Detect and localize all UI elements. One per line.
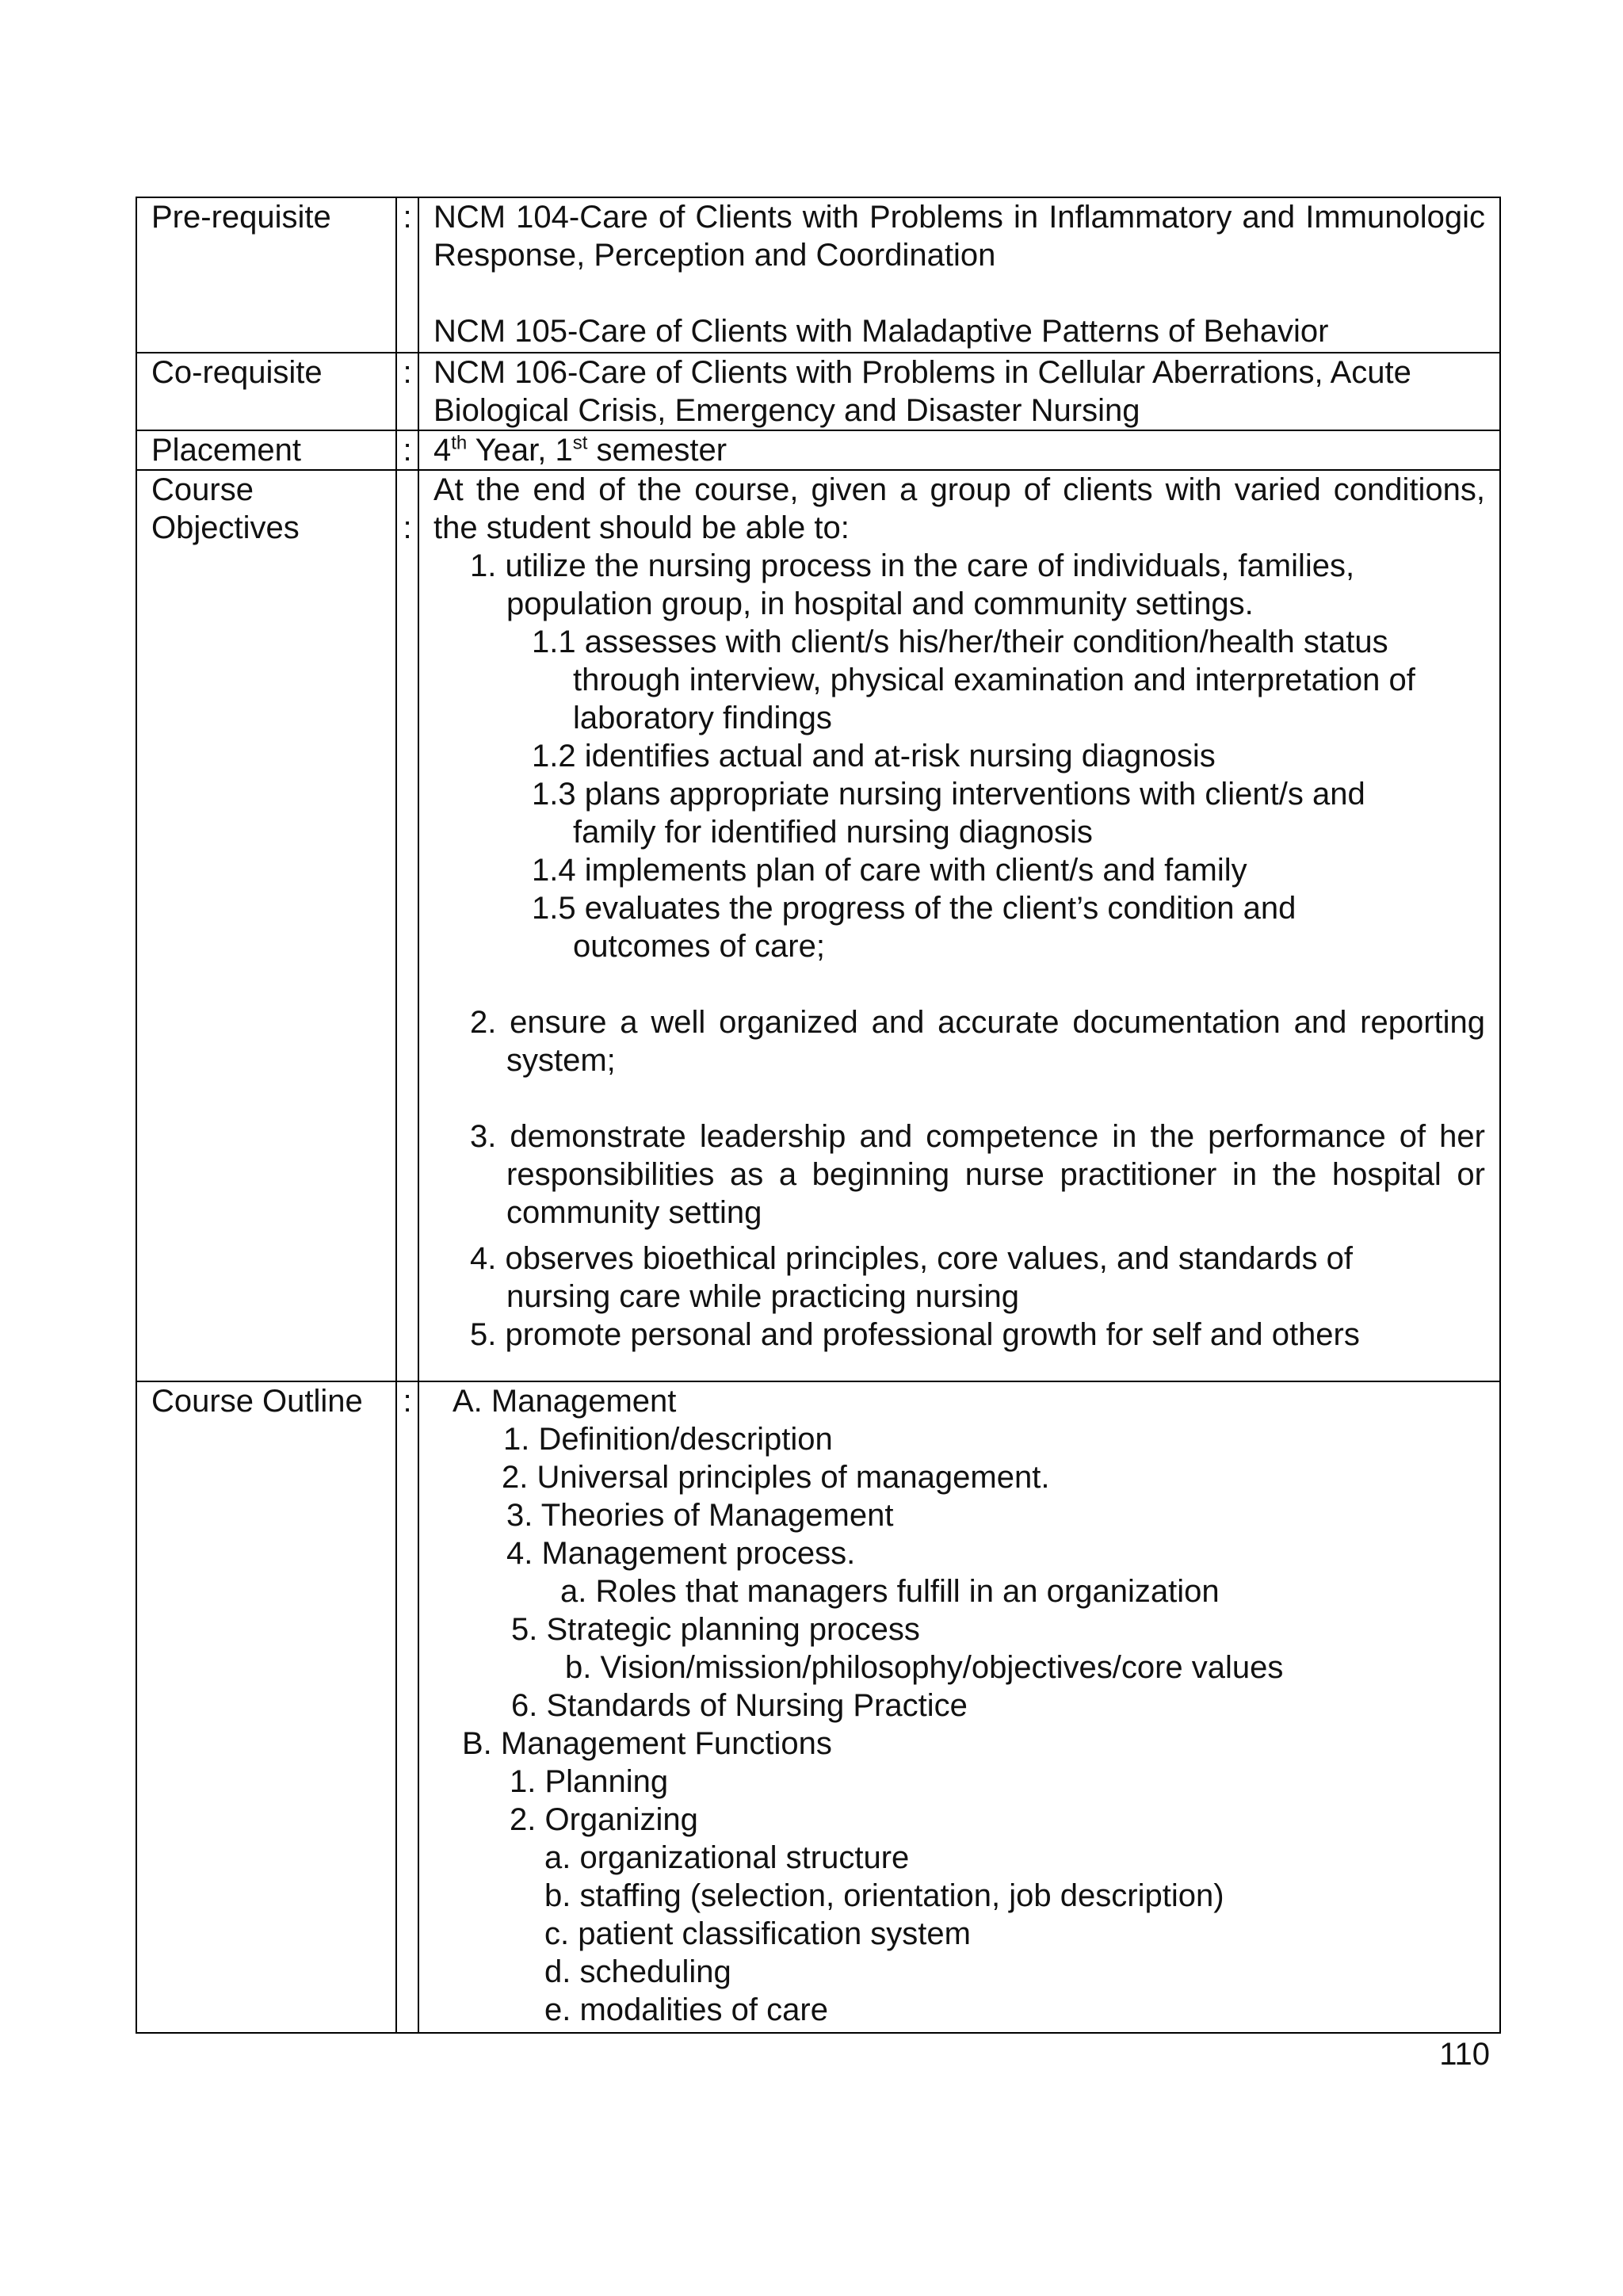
objectives-colon: :: [403, 510, 412, 545]
outline-b-2: 2. Organizing: [510, 1802, 698, 1837]
corequisite-colon: :: [396, 353, 418, 430]
objectives-intro: At the end of the course, given a group of clients with varied conditions, the student should be able to:: [433, 472, 1485, 545]
outline-b-2-a: a. organizational structure: [544, 1840, 910, 1875]
outline-b-2-b: b. staffing (selection, orientation, job description): [544, 1878, 1224, 1913]
prerequisite-label: Pre-requisite: [136, 197, 396, 353]
corequisite-text: NCM 106-Care of Clients with Problems in Cellular Aberrations, Acute Biological Crisis, Emergency and Disaster Nursing: [433, 355, 1411, 428]
objective-1-5-line-2: outcomes of care;: [573, 929, 825, 964]
outline-a-2: 2. Universal principles of management.: [502, 1460, 1050, 1495]
outline-a-5: 5. Strategic planning process: [511, 1612, 920, 1647]
outline-b-1: 1. Planning: [510, 1764, 669, 1799]
outline-b-2-c: c. patient classification system: [544, 1916, 971, 1951]
objective-1-line-2: population group, in hospital and community settings.: [506, 586, 1254, 621]
prerequisite-item-1: NCM 104-Care of Clients with Problems in Inflammatory and Immunologic Response, Perception and Coordination: [433, 200, 1485, 273]
objective-2: 2. ensure a well organized and accurate documentation and reporting system;: [470, 1005, 1485, 1078]
prerequisite-content: [418, 197, 1500, 353]
objective-1-2: 1.2 identifies actual and at-risk nursing diagnosis: [532, 739, 1216, 774]
objective-1-1-line-2: through interview, physical examination and interpretation of: [573, 663, 1415, 697]
placement-content: [418, 430, 1500, 470]
objective-1-line-1: 1. utilize the nursing process in the care of individuals, families,: [470, 548, 1355, 583]
objectives-label-line-1: Course: [151, 472, 254, 507]
objectives-colon-cell: [396, 470, 418, 1381]
corequisite-row: [136, 353, 1500, 430]
placement-label: Placement: [136, 430, 396, 470]
placement-colon: :: [396, 430, 418, 470]
outline-a-3: 3. Theories of Management: [506, 1498, 894, 1533]
placement-semester-word: semester: [587, 433, 727, 468]
objectives-row: [136, 470, 1500, 1381]
objective-1-3-line-1: 1.3 plans appropriate nursing interventions with client/s and: [532, 777, 1365, 812]
objective-1-1-line-3: laboratory findings: [573, 701, 832, 735]
prerequisite-row: [136, 197, 1500, 353]
corequisite-label: Co-requisite: [136, 353, 396, 430]
objective-1-4: 1.4 implements plan of care with client/s and family: [532, 853, 1247, 888]
outline-row: [136, 1381, 1500, 2033]
objectives-content: [418, 470, 1500, 1381]
placement-year-number: 4: [433, 433, 452, 468]
objective-3: 3. demonstrate leadership and competence in the performance of her responsibilities as a beginning nurse practitioner in the hospital or community setting: [470, 1119, 1485, 1230]
outline-b-2-d: d. scheduling: [544, 1954, 731, 1989]
outline-a-1: 1. Definition/description: [503, 1422, 833, 1457]
placement-semester-suffix: st: [572, 432, 588, 454]
placement-row: [136, 430, 1500, 470]
outline-content: [418, 1381, 1500, 2033]
objective-4-line-2: nursing care while practicing nursing: [506, 1279, 1019, 1314]
objectives-label-line-2: Objectives: [151, 510, 300, 545]
outline-a-4-a: a. Roles that managers fulfill in an organization: [560, 1574, 1220, 1609]
outline-colon: :: [396, 1381, 418, 2033]
corequisite-content: [418, 353, 1500, 430]
objective-1-5-line-1: 1.5 evaluates the progress of the client’s condition and: [532, 891, 1296, 926]
prerequisite-colon: :: [396, 197, 418, 353]
outline-a-5-b: b. Vision/mission/philosophy/objectives/core values: [565, 1650, 1284, 1685]
objectives-label: [136, 470, 396, 1381]
outline-b-2-e: e. modalities of care: [544, 1992, 828, 2027]
outline-label: Course Outline: [136, 1381, 396, 2033]
outline-a: A. Management: [453, 1384, 677, 1419]
outline-a-4: 4. Management process.: [506, 1536, 856, 1571]
objective-1-3-line-2: family for identified nursing diagnosis: [573, 815, 1093, 850]
placement-year-suffix: th: [451, 432, 468, 454]
page-number: 110: [1439, 2037, 1490, 2072]
course-info-table: [136, 197, 1501, 2034]
objective-5: 5. promote personal and professional growth for self and others: [470, 1317, 1360, 1352]
outline-b: B. Management Functions: [462, 1726, 832, 1761]
outline-a-6: 6. Standards of Nursing Practice: [511, 1688, 968, 1723]
placement-year-word: Year, 1: [467, 433, 573, 468]
objective-1-1-line-1: 1.1 assesses with client/s his/her/their condition/health status: [532, 625, 1388, 659]
objective-4-line-1: 4. observes bioethical principles, core values, and standards of: [470, 1241, 1353, 1276]
prerequisite-item-2: NCM 105-Care of Clients with Maladaptive Patterns of Behavior: [433, 314, 1329, 349]
